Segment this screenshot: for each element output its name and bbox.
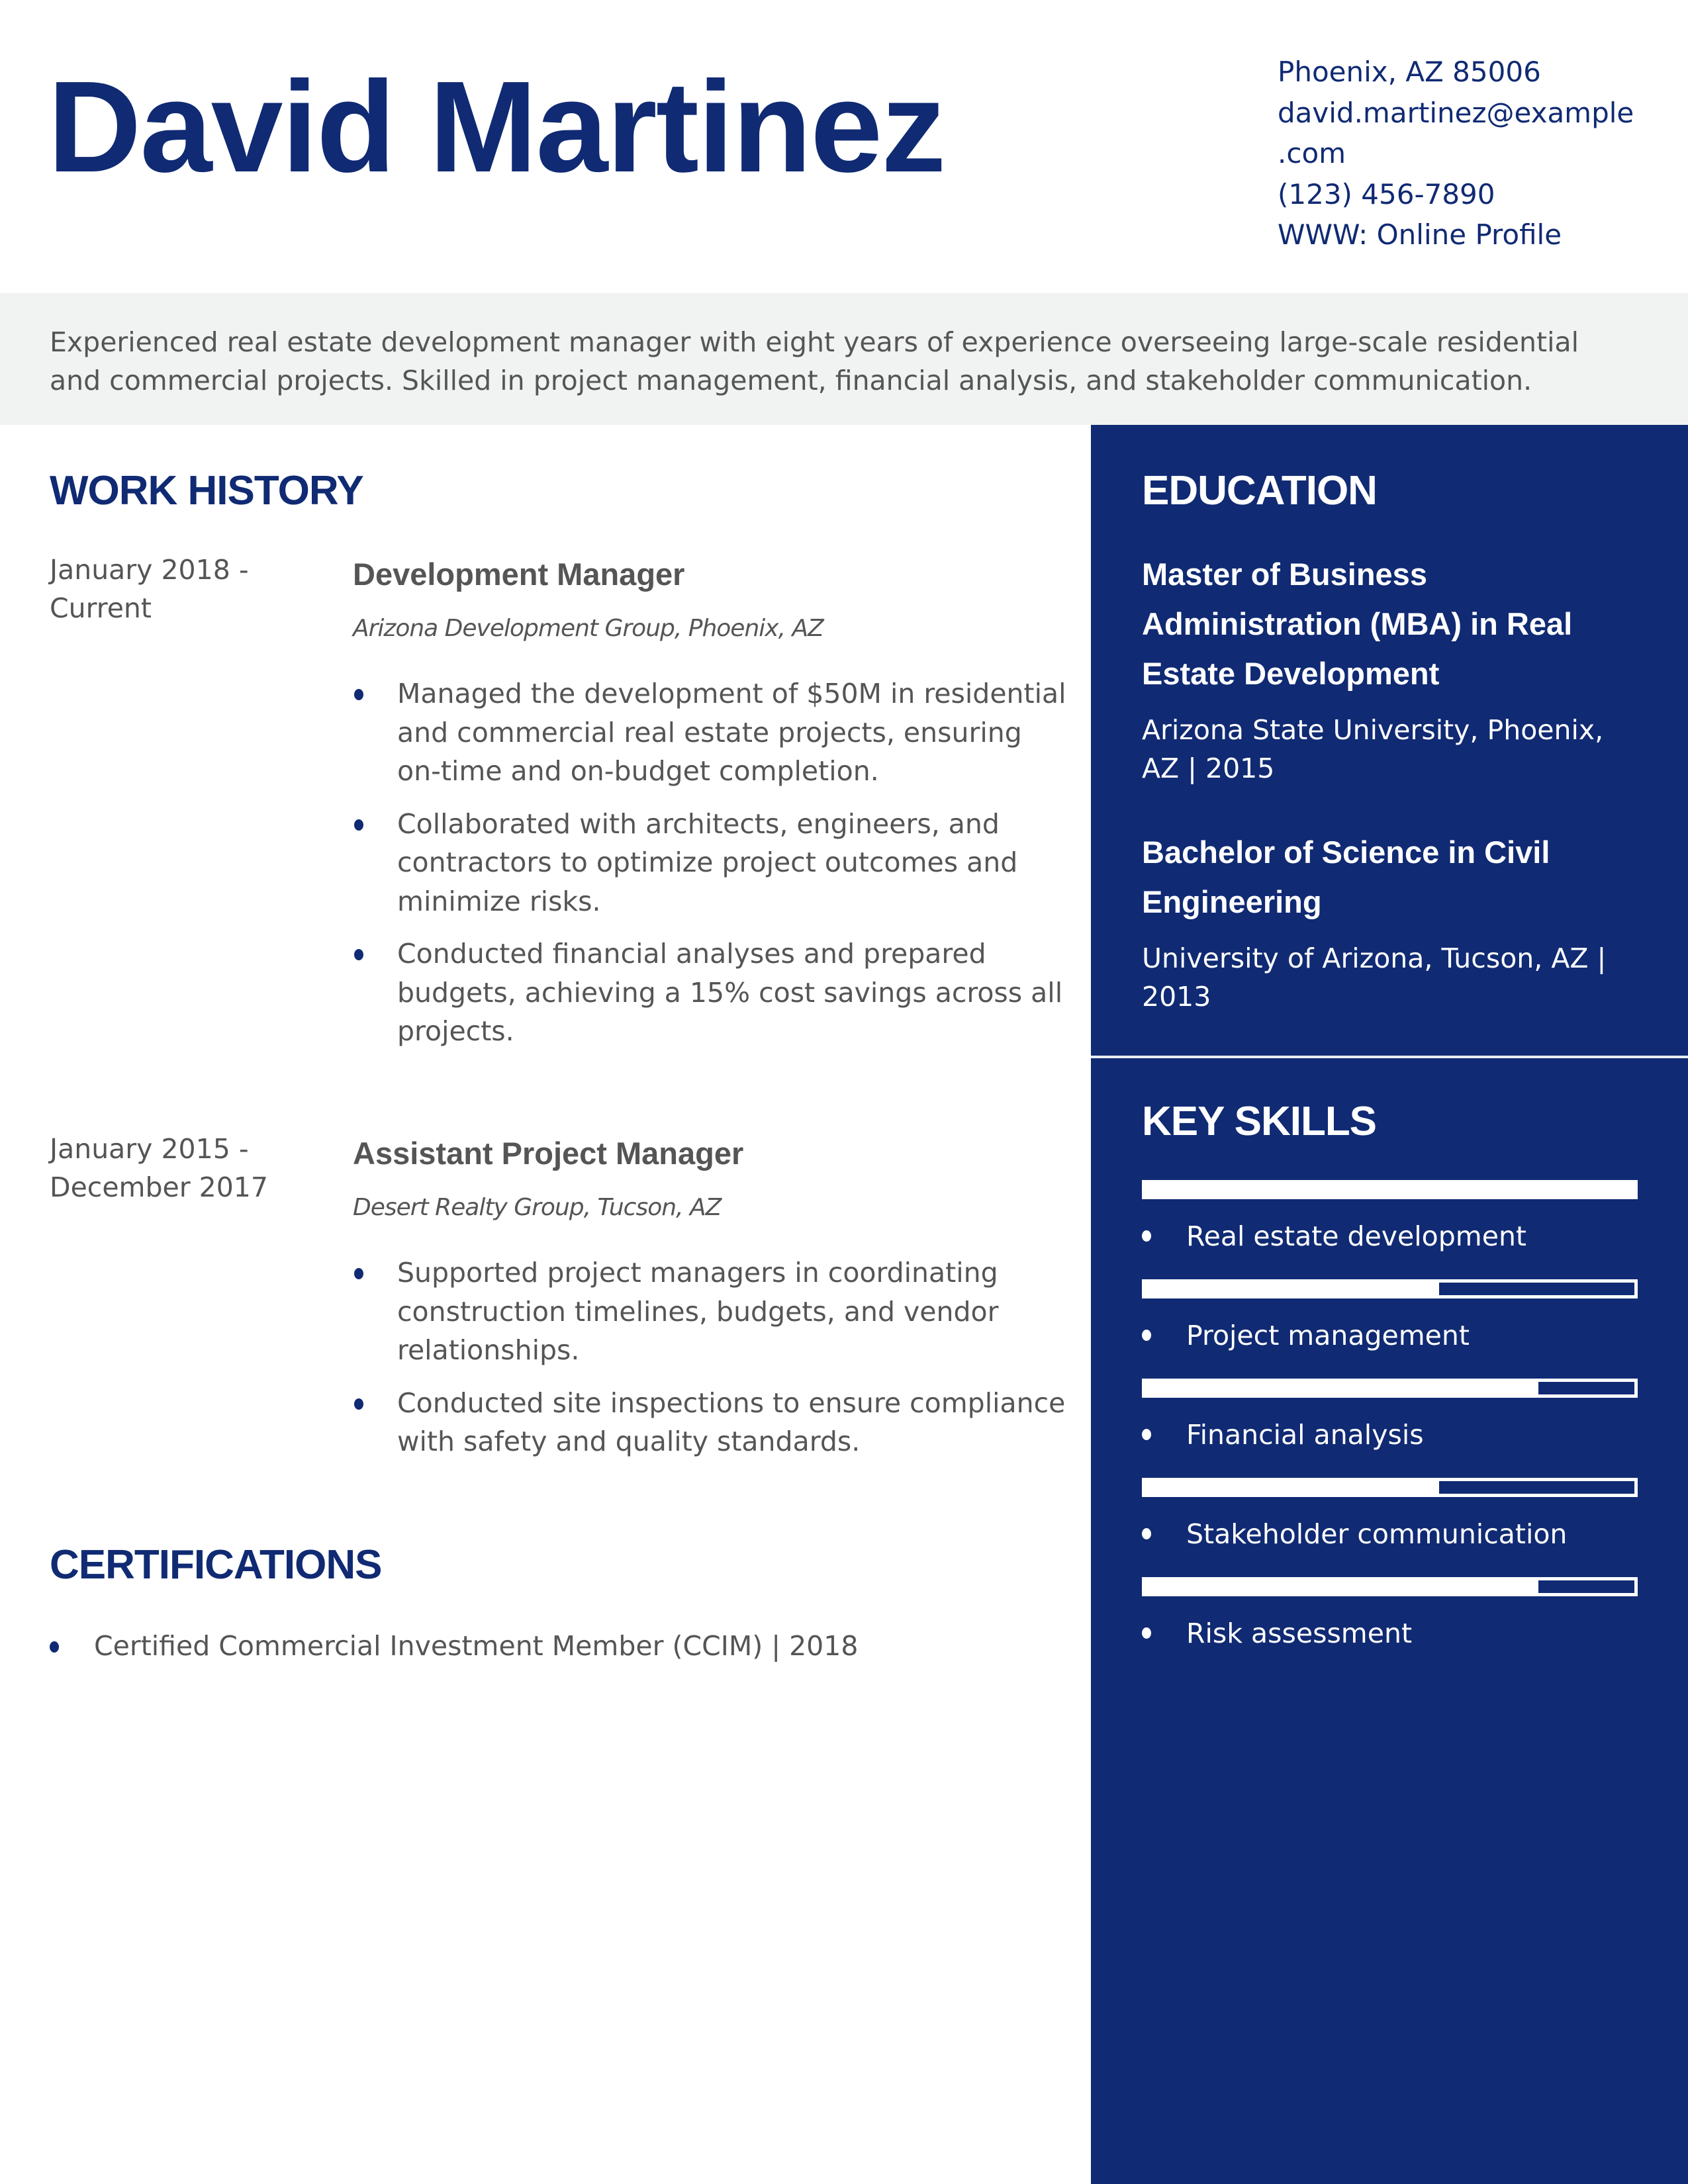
bullet-icon [1142, 1528, 1151, 1539]
job-bullets [353, 674, 1068, 1065]
bullet-icon [354, 1398, 363, 1410]
skill-item [1142, 1217, 1526, 1255]
education-heading: EDUCATION [1142, 468, 1377, 514]
bullet-text: Collaborated with architects, engineers, and contractors to optimize project outcomes and minimize risks. [397, 807, 1018, 917]
job-bullet [353, 1384, 1068, 1461]
skill-level-bar [1142, 1379, 1638, 1398]
contact-address: Phoenix, AZ 85006 [1278, 56, 1541, 88]
bullet-icon [354, 1268, 363, 1279]
skill-level-fill [1142, 1279, 1439, 1298]
job-date-end: Current [50, 592, 152, 624]
job-title: Development Manager [353, 557, 685, 592]
skill-level-fill [1142, 1577, 1538, 1596]
certification-text: Certified Commercial Investment Member (CCIM) | 2018 [94, 1630, 859, 1662]
skill-item [1142, 1614, 1412, 1653]
bullet-icon [354, 689, 363, 700]
education-degree: Bachelor of Science in Civil Engineering [1142, 835, 1550, 919]
education-school: Arizona State University, Phoenix, AZ | 2015 [1142, 714, 1604, 784]
bullet-icon [1142, 1429, 1151, 1440]
bullet-icon [1142, 1230, 1151, 1242]
candidate-name: David Martinez [48, 54, 945, 199]
education-degree: Master of Business Administration (MBA) in Real Estate Development [1142, 557, 1573, 691]
job-bullet [353, 674, 1068, 791]
skill-label: Project management [1186, 1320, 1470, 1351]
skill-level-bar [1142, 1279, 1638, 1298]
contact-block [1278, 52, 1648, 255]
summary-line: Experienced real estate development manager with eight years of experience overseeing large-scale residential [50, 326, 1579, 358]
skill-label: Risk assessment [1186, 1617, 1413, 1649]
job-dates [50, 551, 301, 627]
contact-email-line2[interactable]: .com [1278, 137, 1346, 169]
job-bullet [353, 1253, 1068, 1370]
skill-item [1142, 1515, 1567, 1553]
professional-summary [50, 323, 1665, 400]
contact-website-link[interactable]: WWW: Online Profile [1278, 218, 1562, 251]
job-date-start: January 2018 - [50, 554, 249, 586]
job-bullets [353, 1253, 1068, 1475]
job-dates [50, 1130, 301, 1206]
contact-email[interactable] [1278, 93, 1648, 174]
certifications-heading: CERTIFICATIONS [50, 1542, 382, 1588]
job-bullet [353, 805, 1068, 921]
certification-item [50, 1627, 858, 1665]
job-company: Desert Realty Group, Tucson, AZ [353, 1194, 722, 1221]
sidebar-divider [1091, 1056, 1688, 1058]
job-date-end: December 2017 [50, 1171, 268, 1203]
bullet-icon [1142, 1330, 1151, 1341]
bullet-icon [354, 949, 363, 960]
bullet-icon [50, 1641, 59, 1653]
summary-line: and commercial projects. Skilled in project management, financial analysis, and stakeholder communication. [50, 365, 1532, 396]
skill-level-bar [1142, 1577, 1638, 1596]
work-history-heading: WORK HISTORY [50, 468, 363, 514]
job-bullet [353, 934, 1068, 1051]
skill-label: Real estate development [1186, 1220, 1527, 1252]
bullet-text: Conducted financial analyses and prepared budgets, achieving a 15% cost savings across all projects. [397, 938, 1063, 1047]
bullet-text: Managed the development of $50M in residential and commercial real estate projects, ensuring on-time and on-budget completion. [397, 678, 1066, 787]
skill-label: Financial analysis [1186, 1419, 1424, 1451]
key-skills-heading: KEY SKILLS [1142, 1099, 1377, 1144]
education-school: University of Arizona, Tucson, AZ | 2013 [1142, 942, 1607, 1013]
bullet-icon [354, 819, 363, 831]
skill-level-fill [1142, 1478, 1439, 1497]
skill-item [1142, 1416, 1424, 1454]
skill-level-bar [1142, 1180, 1638, 1199]
bullet-text: Supported project managers in coordinating construction timelines, budgets, and vendor relationships. [397, 1257, 999, 1366]
contact-phone: (123) 456-7890 [1278, 177, 1495, 210]
skill-level-bar [1142, 1478, 1638, 1497]
job-title: Assistant Project Manager [353, 1136, 744, 1171]
bullet-icon [1142, 1627, 1151, 1639]
contact-email-line1[interactable]: david.martinez@example [1278, 96, 1634, 129]
skill-item [1142, 1316, 1470, 1355]
job-date-start: January 2015 - [50, 1133, 249, 1165]
skill-label: Stakeholder communication [1186, 1518, 1568, 1550]
skill-level-fill [1142, 1180, 1638, 1199]
job-company: Arizona Development Group, Phoenix, AZ [353, 615, 823, 642]
bullet-text: Conducted site inspections to ensure compliance with safety and quality standards. [397, 1387, 1066, 1457]
skill-level-fill [1142, 1379, 1538, 1398]
